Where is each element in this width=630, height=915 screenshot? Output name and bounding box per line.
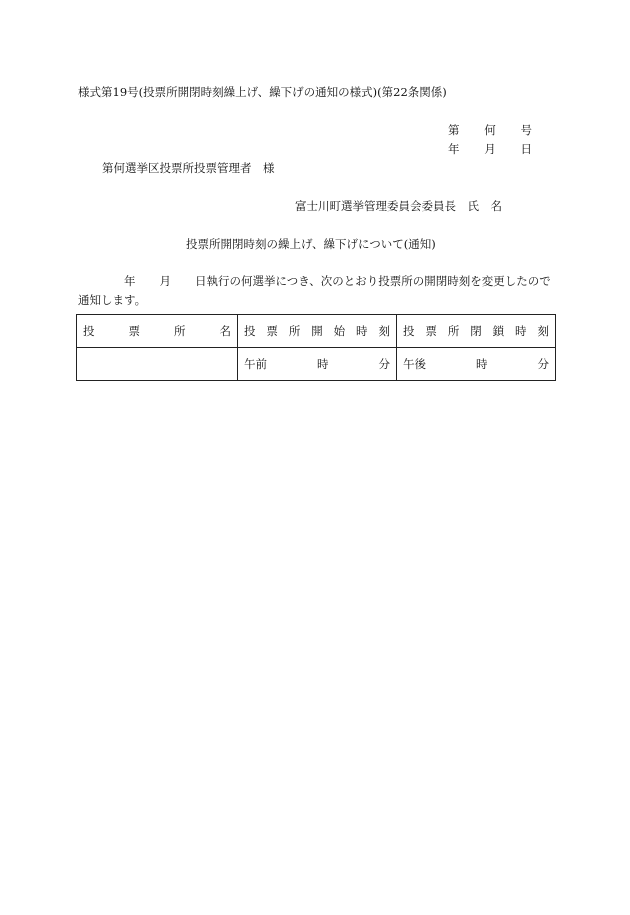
table-header-row: [77, 315, 556, 348]
table-row: [77, 348, 556, 381]
header-char: 投: [244, 324, 256, 338]
date-day: 日: [520, 142, 532, 156]
body-paragraph: [78, 272, 556, 310]
hour-label: 時: [476, 357, 488, 371]
date-month: 月: [484, 142, 496, 156]
header-char: 始: [333, 324, 346, 338]
sender: 富士川町選挙管理委員会委員長 氏 名: [295, 199, 502, 213]
header-char: 投: [403, 324, 415, 338]
header-char: 票: [128, 324, 140, 338]
cell-polling-place: [77, 348, 238, 381]
schedule-table: [76, 314, 556, 381]
header-char: 所: [288, 324, 301, 338]
number-placeholder: 何: [484, 123, 496, 137]
header-char: 刻: [537, 324, 549, 338]
header-closing-time: [397, 315, 556, 348]
header-char: 所: [174, 324, 186, 338]
cell-opening-time: [238, 348, 397, 381]
header-char: 鎖: [492, 324, 505, 338]
header-char: 刻: [378, 324, 390, 338]
hour-label: 時: [317, 357, 329, 371]
subject: 投票所開閉時刻の繰上げ、繰下げについて(通知): [186, 237, 436, 251]
header-char: 票: [425, 324, 437, 338]
header-char: 票: [266, 324, 278, 338]
header-char: 所: [447, 324, 460, 338]
date-year: 年: [448, 142, 460, 156]
body-month: 月: [159, 274, 171, 288]
number-prefix: 第: [448, 123, 460, 137]
header-char: 時: [356, 324, 368, 338]
minute-label: 分: [537, 357, 549, 371]
cell-closing-time: [397, 348, 556, 381]
minute-label: 分: [378, 357, 390, 371]
header-char: 投: [83, 324, 95, 338]
pm-label: 午後: [403, 357, 426, 371]
header-char: 名: [219, 324, 231, 338]
body-text: 日執行の何選挙につき、次のとおり投票所の開閉時刻を変更したので通知します。: [78, 274, 551, 307]
header-char: 時: [515, 324, 527, 338]
body-year: 年: [124, 274, 136, 288]
am-label: 午前: [244, 357, 267, 371]
form-title: 様式第19号(投票所開閉時刻繰上げ、繰下げの通知の様式)(第22条関係): [78, 85, 447, 99]
number-suffix: 号: [520, 123, 532, 137]
header-opening-time: [238, 315, 397, 348]
addressee: 第何選挙区投票所投票管理者 様: [102, 161, 275, 175]
header-char: 閉: [470, 324, 482, 338]
header-polling-place: [77, 315, 238, 348]
document-number-line: [448, 122, 532, 138]
header-char: 開: [311, 324, 323, 338]
date-line: [448, 141, 532, 157]
